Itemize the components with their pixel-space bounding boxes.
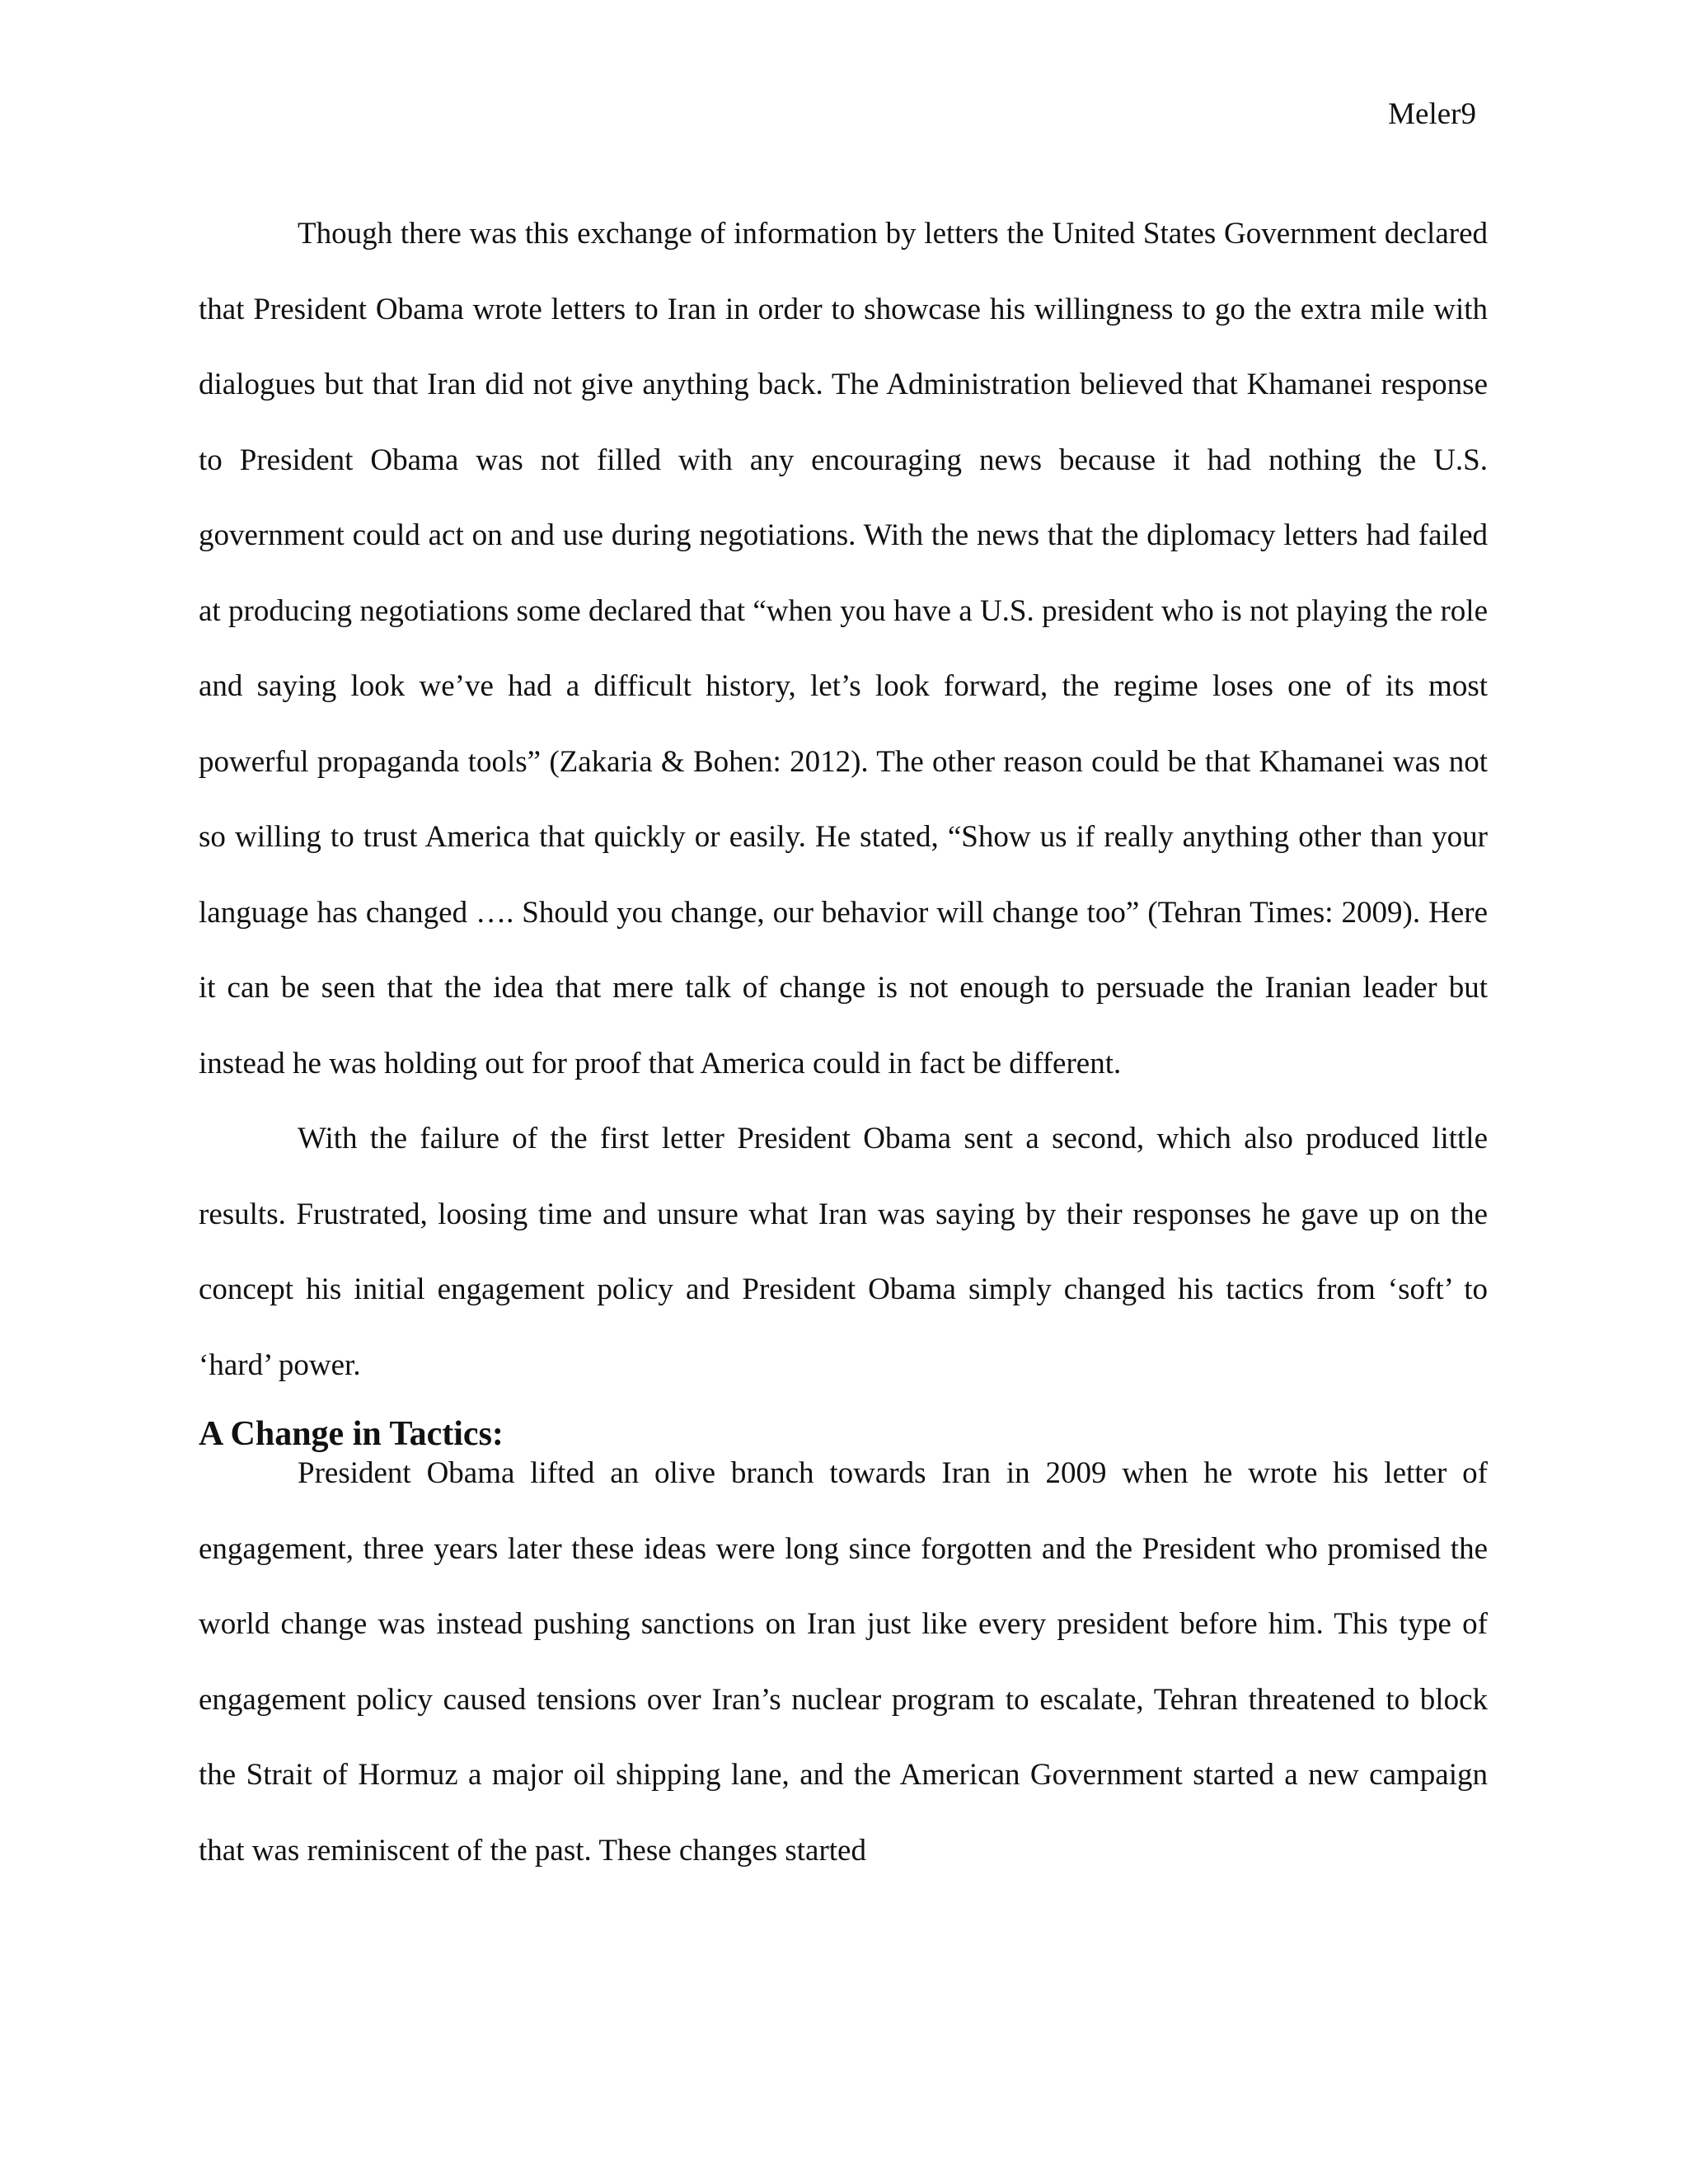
document-body xyxy=(199,196,1488,1888)
body-paragraph-1: Though there was this exchange of information by letters the United States Government declared that President Obama wrote letters to Iran in order to showcase his willingness to go the extra mile with dialogues but that Iran did not give anything back. The Administration believed that Khamanei response to President Obama was not filled with any encouraging news because it had nothing the U.S. government could act on and use during negotiations. With the news that the diplomacy letters had failed at producing negotiations some declared that “when you have a U.S. president who is not playing the role and saying look we’ve had a difficult history, let’s look forward, the regime loses one of its most powerful propaganda tools” (Zakaria & Bohen: 2012). The other reason could be that Khamanei was not so willing to trust America that quickly or easily. He stated, “Show us if really anything other than your language has changed …. Should you change, our behavior will change too” (Tehran Times: 2009). Here it can be seen that the idea that mere talk of change is not enough to persuade the Iranian leader but instead he was holding out for proof that America could in fact be different. xyxy=(199,217,1488,1080)
section-heading: A Change in Tactics: xyxy=(199,1415,504,1453)
section-paragraph: President Obama lifted an olive branch towards Iran in 2009 when he wrote his letter of engagement, three years later these ideas were long since forgotten and the President who promised the world change was instead pushing sanctions on Iran just like every president before him. This type of engagement policy caused tensions over Iran’s nuclear program to escalate, Tehran threatened to block the Strait of Hormuz a major oil shipping lane, and the American Government started a new campaign that was reminiscent of the past. These changes started xyxy=(199,1456,1488,1868)
page-header: Meler9 xyxy=(1388,97,1476,131)
body-paragraph-2: With the failure of the first letter President Obama sent a second, which also produced little results. Frustrated, loosing time and unsure what Iran was saying by their responses he gave up on the concept his initial engagement policy and President Obama simply changed his tactics from ‘soft’ to ‘hard’ power. xyxy=(199,1122,1488,1382)
